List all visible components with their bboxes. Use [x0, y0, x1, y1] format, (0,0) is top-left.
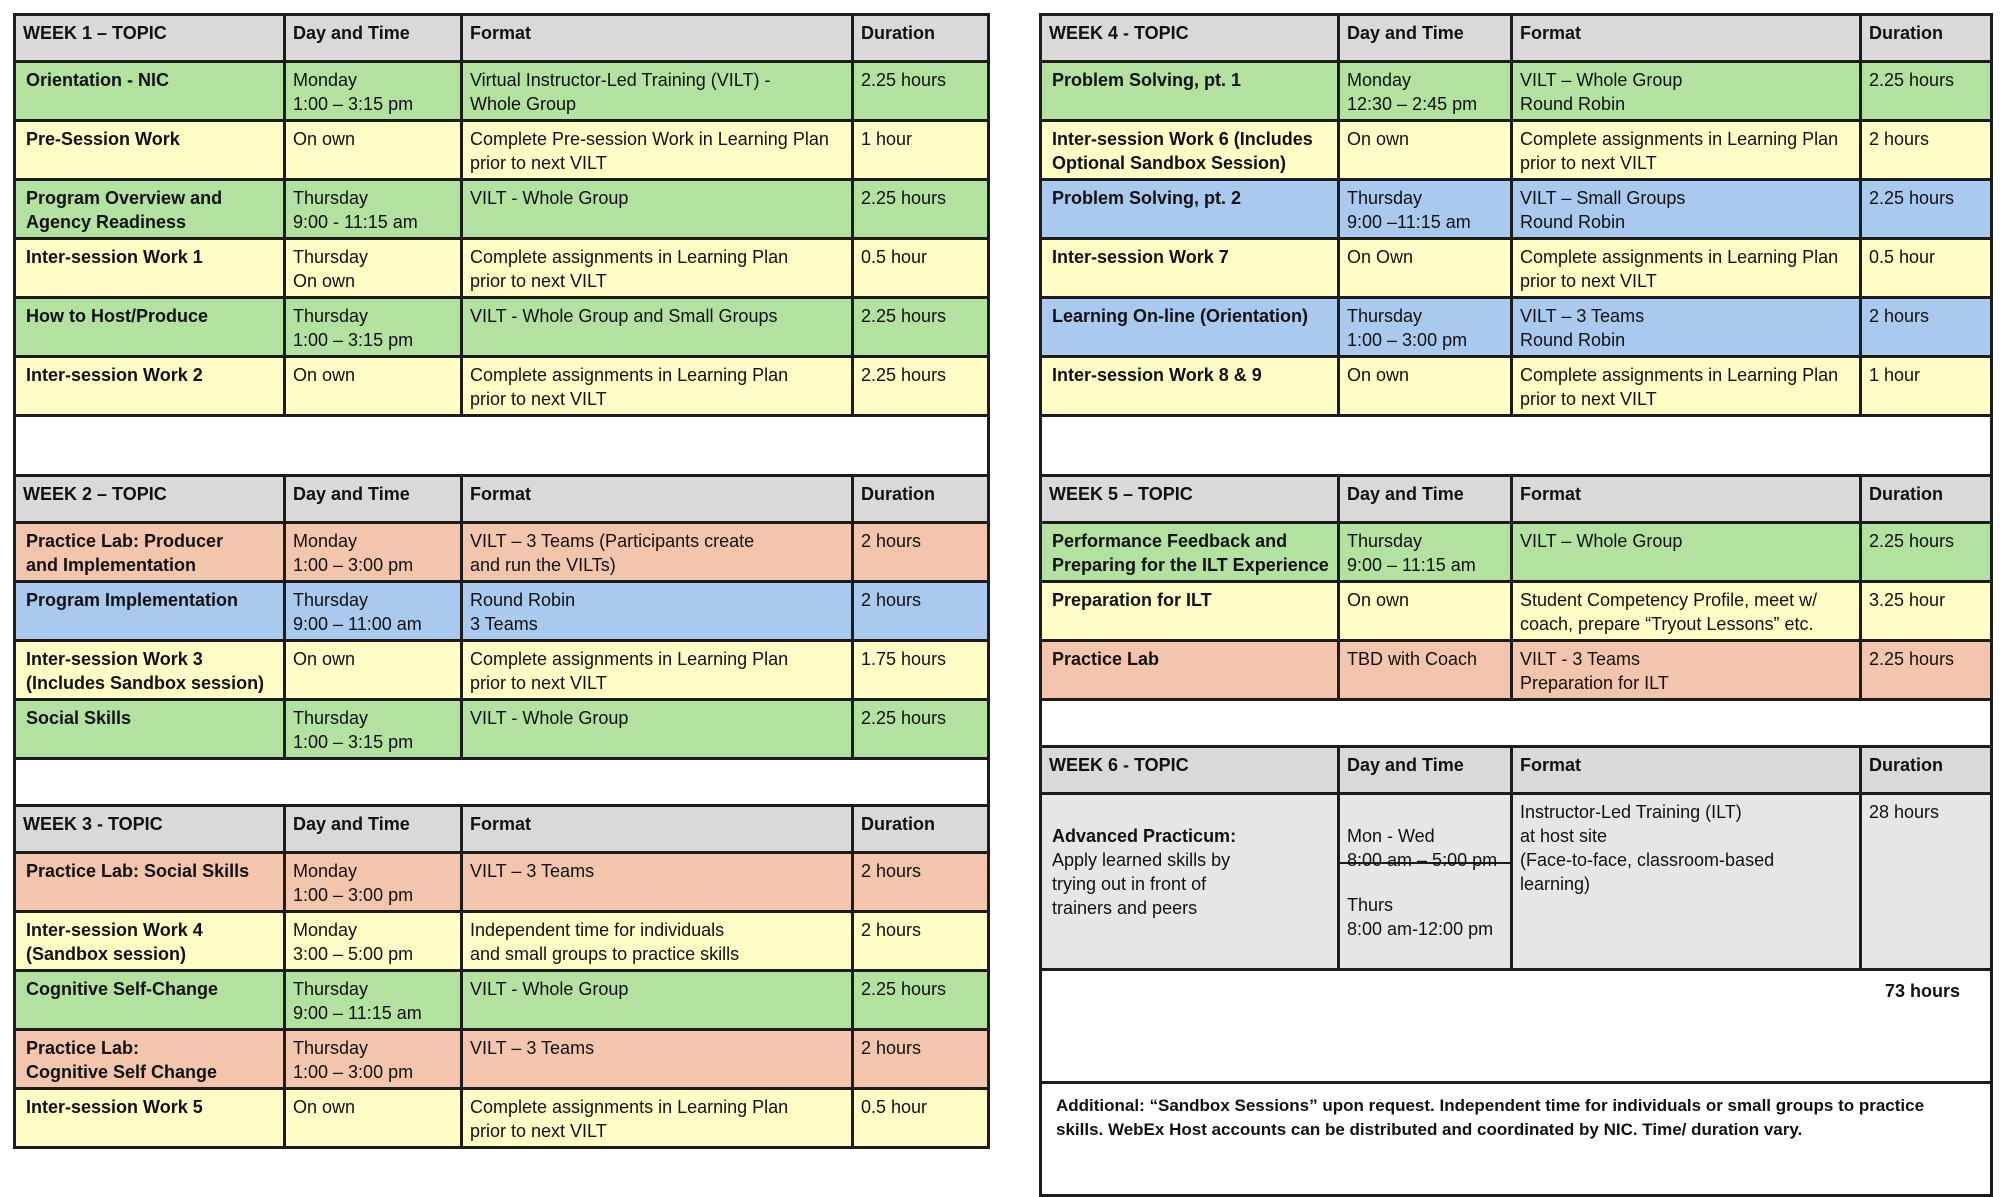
topic-header: WEEK 2 – TOPIC [15, 476, 285, 523]
format-cell: VILT – Whole Group Round Robin [1512, 62, 1861, 121]
total-cell [1041, 970, 1992, 1083]
format-cell: Complete assignments in Learning Plan prior to next VILT [462, 357, 853, 416]
day-time-cell: Monday 1:00 – 3:00 pm [285, 523, 462, 582]
header-row [15, 476, 989, 523]
format-cell: VILT – 3 Teams [462, 1030, 853, 1089]
spacer-row [15, 416, 989, 476]
day-time-cell: Monday 1:00 – 3:15 pm [285, 62, 462, 121]
duration-cell: 1 hour [853, 121, 989, 180]
day-header: Day and Time [285, 476, 462, 523]
format-cell: Complete assignments in Learning Plan prior to next VILT [1512, 357, 1861, 416]
schedule-row [1041, 62, 1992, 121]
format-cell: Complete assignments in Learning Plan prior to next VILT [1512, 239, 1861, 298]
left-schedule-table [13, 13, 990, 1149]
day-time-cell: Monday 3:00 – 5:00 pm [285, 912, 462, 971]
topic-cell: Practice Lab: Cognitive Self Change [15, 1030, 285, 1089]
topic-cell: Inter-session Work 7 [1041, 239, 1339, 298]
header-row [15, 15, 989, 62]
day-time-cell: On own [1339, 357, 1512, 416]
schedule-row [15, 700, 989, 759]
duration-cell: 2.25 hours [1861, 523, 1992, 582]
schedule-row [15, 180, 989, 239]
spacer-row [1041, 700, 1992, 747]
day-time-cell: On own [1339, 582, 1512, 641]
duration-header: Duration [1861, 476, 1992, 523]
format-cell: Virtual Instructor-Led Training (VILT) - Whole Group [462, 62, 853, 121]
day-header: Day and Time [1339, 747, 1512, 794]
topic-cell: Problem Solving, pt. 1 [1041, 62, 1339, 121]
format-cell: Complete Pre-session Work in Learning Plan prior to next VILT [462, 121, 853, 180]
format-header: Format [462, 15, 853, 62]
schedule-row [15, 971, 989, 1030]
day-header: Day and Time [1339, 15, 1512, 62]
total-hours: 73 hours [1884, 981, 1960, 1001]
header-row [1041, 747, 1992, 794]
spacer-row [15, 759, 989, 806]
topic-cell: Performance Feedback and Preparing for the ILT Experience [1041, 523, 1339, 582]
schedule-row [1041, 357, 1992, 416]
duration-cell: 2 hours [1861, 298, 1992, 357]
schedule-row [1041, 523, 1992, 582]
schedule-row [1041, 582, 1992, 641]
day-time-cell: Thursday 9:00 –11:15 am [1339, 180, 1512, 239]
topic-cell: Practice Lab [1041, 641, 1339, 700]
duration-cell: 2.25 hours [1861, 180, 1992, 239]
duration-cell: 2 hours [1861, 121, 1992, 180]
day-header: Day and Time [285, 15, 462, 62]
format-cell: VILT – 3 Teams [462, 853, 853, 912]
topic-header: WEEK 5 – TOPIC [1041, 476, 1339, 523]
format-header: Format [462, 476, 853, 523]
practicum-title: Advanced Practicum: [1052, 826, 1237, 846]
day-time-cell: On own [285, 641, 462, 700]
topic-cell: Cognitive Self-Change [15, 971, 285, 1030]
format-cell: Complete assignments in Learning Plan prior to next VILT [462, 641, 853, 700]
topic-cell: Preparation for ILT [1041, 582, 1339, 641]
format-cell: VILT - Whole Group [462, 180, 853, 239]
topic-header: WEEK 6 - TOPIC [1041, 747, 1339, 794]
day-time-cell: Thursday 1:00 – 3:15 pm [285, 700, 462, 759]
format-cell: VILT - Whole Group and Small Groups [462, 298, 853, 357]
format-cell: Complete assignments in Learning Plan prior to next VILT [462, 239, 853, 298]
schedule-row [15, 853, 989, 912]
day-time-cell: On own [1339, 121, 1512, 180]
format-cell: VILT – Whole Group [1512, 523, 1861, 582]
topic-cell: Problem Solving, pt. 2 [1041, 180, 1339, 239]
day-time-cell: Monday 1:00 – 3:00 pm [285, 853, 462, 912]
day-time-cell: Monday 12:30 – 2:45 pm [1339, 62, 1512, 121]
day-time-cell [1339, 794, 1512, 970]
schedule-row [15, 641, 989, 700]
duration-cell: 3.25 hour [1861, 582, 1992, 641]
format-cell: Student Competency Profile, meet w/ coach, prepare “Tryout Lessons” etc. [1512, 582, 1861, 641]
duration-cell: 2.25 hours [1861, 641, 1992, 700]
duration-cell: 2.25 hours [853, 971, 989, 1030]
schedule-row [1041, 641, 1992, 700]
practicum-description: Apply learned skills by trying out in front of trainers and peers [1052, 850, 1231, 918]
day-time-cell: Thursday 1:00 – 3:00 pm [1339, 298, 1512, 357]
format-header: Format [1512, 476, 1861, 523]
format-cell: VILT - Whole Group [462, 700, 853, 759]
day-time-cell: Thursday 1:00 – 3:00 pm [285, 1030, 462, 1089]
spacer-cell [15, 759, 989, 806]
topic-cell: Orientation - NIC [15, 62, 285, 121]
schedule-row [15, 357, 989, 416]
topic-cell: Program Overview and Agency Readiness [15, 180, 285, 239]
day-time-cell: Thursday 9:00 – 11:00 am [285, 582, 462, 641]
day-time-thurs: Thurs 8:00 am-12:00 pm [1347, 895, 1494, 939]
day-time-cell: On own [285, 357, 462, 416]
format-cell: Round Robin 3 Teams [462, 582, 853, 641]
format-cell: Complete assignments in Learning Plan prior to next VILT [1512, 121, 1861, 180]
duration-header: Duration [1861, 747, 1992, 794]
day-time-cell: TBD with Coach [1339, 641, 1512, 700]
duration-cell: 0.5 hour [1861, 239, 1992, 298]
duration-cell: 0.5 hour [853, 239, 989, 298]
right-schedule-table [1039, 13, 1993, 1197]
topic-cell [1041, 794, 1339, 970]
total-row [1041, 970, 1992, 1083]
topic-cell: Inter-session Work 5 [15, 1089, 285, 1148]
schedule-row [15, 121, 989, 180]
day-time-cell: Thursday 9:00 – 11:15 am [285, 971, 462, 1030]
topic-header: WEEK 1 – TOPIC [15, 15, 285, 62]
topic-cell: Practice Lab: Social Skills [15, 853, 285, 912]
spacer-row [1041, 416, 1992, 476]
duration-cell: 2 hours [853, 582, 989, 641]
duration-cell: 2.25 hours [853, 357, 989, 416]
format-header: Format [1512, 747, 1861, 794]
duration-cell: 2.25 hours [853, 180, 989, 239]
duration-header: Duration [853, 476, 989, 523]
format-cell: VILT - 3 Teams Preparation for ILT [1512, 641, 1861, 700]
day-header: Day and Time [1339, 476, 1512, 523]
spacer-cell [15, 416, 989, 476]
topic-cell: Social Skills [15, 700, 285, 759]
schedule-row-week6 [1041, 794, 1992, 970]
schedule-row [15, 582, 989, 641]
day-header: Day and Time [285, 806, 462, 853]
duration-cell: 2.25 hours [853, 62, 989, 121]
topic-header: WEEK 4 - TOPIC [1041, 15, 1339, 62]
note-row [1041, 1083, 1992, 1196]
duration-cell: 2.25 hours [1861, 62, 1992, 121]
day-time-cell: On own [285, 1089, 462, 1148]
day-time-cell: On own [285, 121, 462, 180]
format-cell: VILT – 3 Teams Round Robin [1512, 298, 1861, 357]
note-cell [1041, 1083, 1992, 1196]
topic-cell: Inter-session Work 6 (Includes Optional Sandbox Session) [1041, 121, 1339, 180]
topic-cell: Program Implementation [15, 582, 285, 641]
additional-note: Additional: “Sandbox Sessions” upon request. Independent time for individuals or small groups to practice skills. WebEx Host accounts can be distributed and coordinated by NIC. Time/ duration vary. [1056, 1096, 1925, 1139]
schedule-row [15, 523, 989, 582]
topic-cell: Pre-Session Work [15, 121, 285, 180]
duration-cell: 1 hour [1861, 357, 1992, 416]
duration-cell: 2 hours [853, 853, 989, 912]
schedule-row [15, 1089, 989, 1148]
topic-cell: Inter-session Work 4 (Sandbox session) [15, 912, 285, 971]
duration-header: Duration [1861, 15, 1992, 62]
schedule-row [15, 62, 989, 121]
duration-cell: 1.75 hours [853, 641, 989, 700]
duration-cell: 0.5 hour [853, 1089, 989, 1148]
topic-header: WEEK 3 - TOPIC [15, 806, 285, 853]
duration-cell: 2 hours [853, 523, 989, 582]
day-time-mon-wed: Mon - Wed 8:00 am – 5:00 pm [1340, 819, 1510, 864]
duration-cell: 28 hours [1861, 794, 1992, 970]
format-cell: VILT - Whole Group [462, 971, 853, 1030]
duration-header: Duration [853, 806, 989, 853]
schedule-row [15, 912, 989, 971]
day-time-cell: Thursday 1:00 – 3:15 pm [285, 298, 462, 357]
header-row [1041, 476, 1992, 523]
day-time-cell: On Own [1339, 239, 1512, 298]
spacer-cell [1041, 700, 1992, 747]
day-time-cell: Thursday 9:00 – 11:15 am [1339, 523, 1512, 582]
topic-cell: Inter-session Work 1 [15, 239, 285, 298]
schedule-row [1041, 239, 1992, 298]
topic-cell: Inter-session Work 3 (Includes Sandbox session) [15, 641, 285, 700]
header-row [15, 806, 989, 853]
schedule-row [15, 1030, 989, 1089]
format-cell: VILT – Small Groups Round Robin [1512, 180, 1861, 239]
duration-cell: 2 hours [853, 1030, 989, 1089]
day-time-cell: Thursday 9:00 - 11:15 am [285, 180, 462, 239]
duration-cell: 2.25 hours [853, 700, 989, 759]
schedule-row [15, 298, 989, 357]
format-cell: VILT – 3 Teams (Participants create and run the VILTs) [462, 523, 853, 582]
format-cell: Independent time for individuals and small groups to practice skills [462, 912, 853, 971]
schedule-row [1041, 121, 1992, 180]
schedule-row [1041, 298, 1992, 357]
spacer-cell [1041, 416, 1992, 476]
duration-header: Duration [853, 15, 989, 62]
format-header: Format [1512, 15, 1861, 62]
format-header: Format [462, 806, 853, 853]
topic-cell: Learning On-line (Orientation) [1041, 298, 1339, 357]
day-time-cell: Thursday On own [285, 239, 462, 298]
topic-cell: Inter-session Work 8 & 9 [1041, 357, 1339, 416]
topic-cell: Practice Lab: Producer and Implementation [15, 523, 285, 582]
topic-cell: Inter-session Work 2 [15, 357, 285, 416]
schedule-row [1041, 180, 1992, 239]
duration-cell: 2 hours [853, 912, 989, 971]
format-cell: Instructor-Led Training (ILT) at host site (Face-to-face, classroom-based learning) [1512, 794, 1861, 970]
topic-cell: How to Host/Produce [15, 298, 285, 357]
schedule-row [15, 239, 989, 298]
format-cell: Complete assignments in Learning Plan prior to next VILT [462, 1089, 853, 1148]
duration-cell: 2.25 hours [853, 298, 989, 357]
header-row [1041, 15, 1992, 62]
